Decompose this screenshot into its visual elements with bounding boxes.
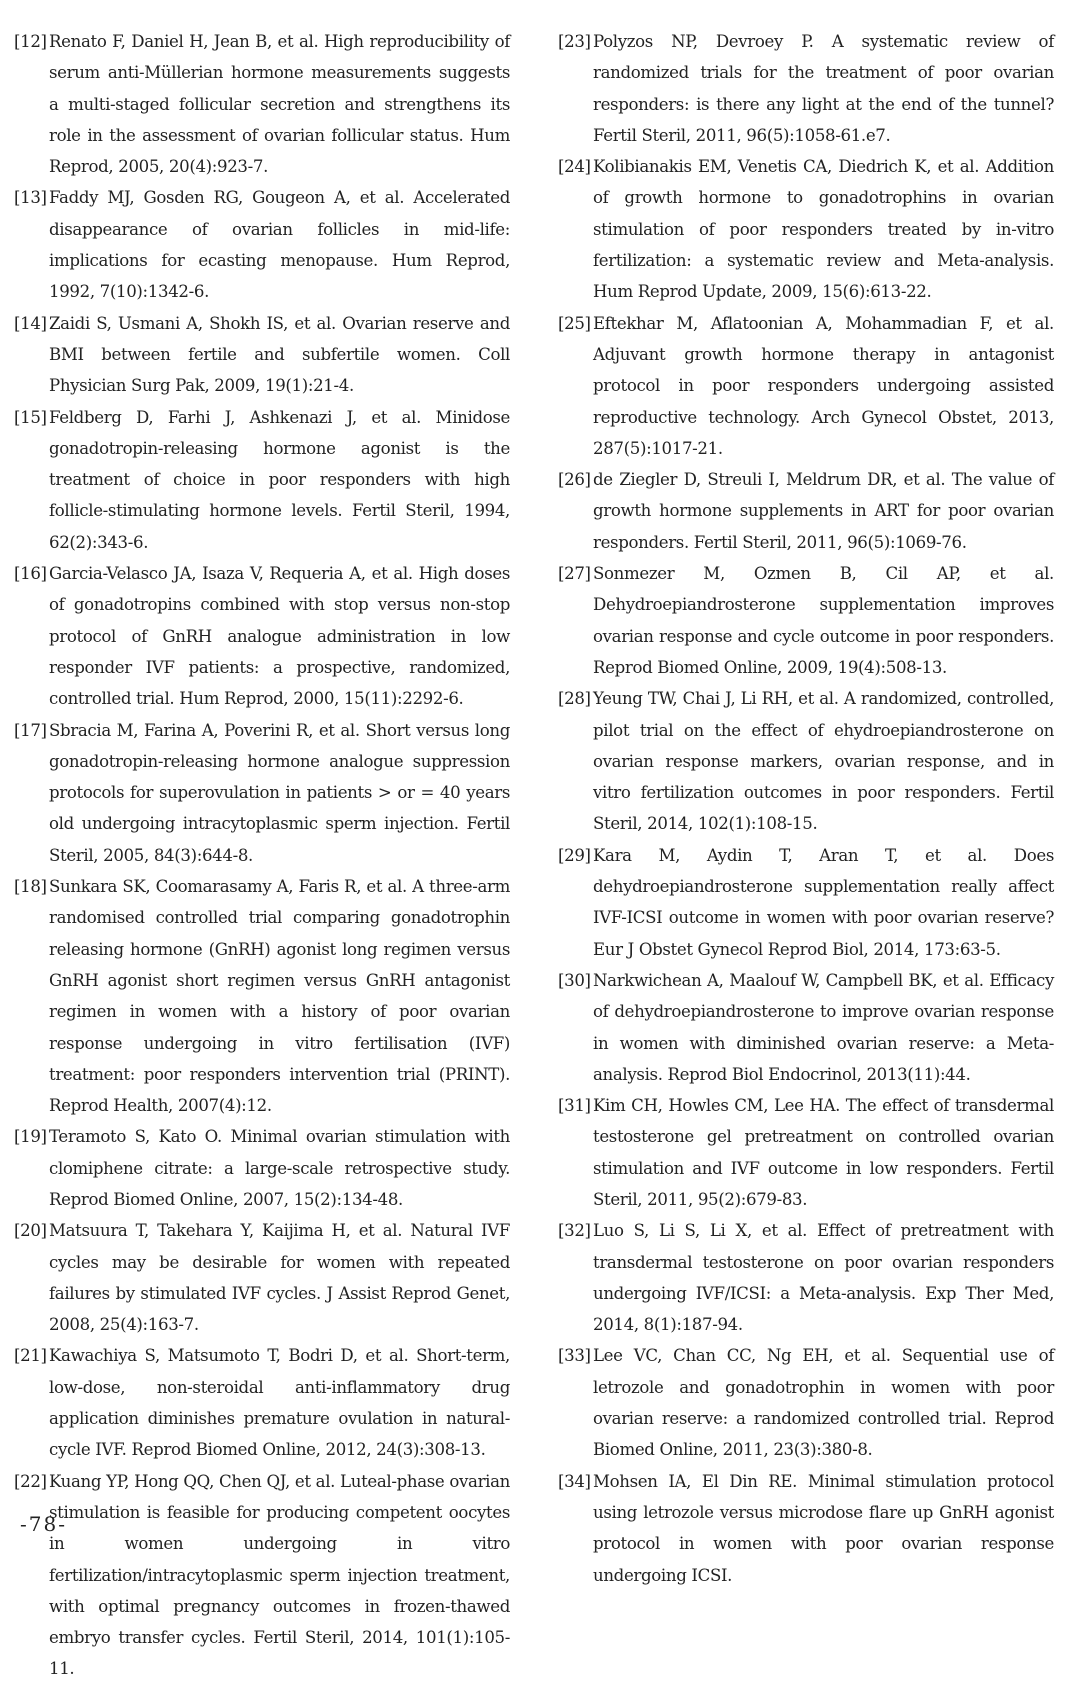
reference-item [558, 151, 1054, 307]
reference-number: [15] [14, 407, 47, 427]
page-number: -78- [20, 1512, 67, 1536]
reference-column-right [558, 26, 1054, 1591]
reference-text: Lee VC, Chan CC, Ng EH, et al. Sequential use of letrozole and gonadotrophin in women with poor ovarian reserve: a randomized controlled trial. Reprod Biomed Online, 2011, 23(3):380-8. [593, 1346, 1054, 1460]
reference-text: Zaidi S, Usmani A, Shokh IS, et al. Ovarian reserve and BMI between fertile and subfertile women. Coll Physician Surg Pak, 2009, 19(1):21-4. [49, 313, 510, 396]
reference-text: Teramoto S, Kato O. Minimal ovarian stimulation with clomiphene citrate: a large-scale retrospective study. Reprod Biomed Online, 2007, 15(2):134-48. [49, 1127, 510, 1209]
reference-number: [24] [558, 157, 591, 177]
reference-text: Sbracia M, Farina A, Poverini R, et al. Short versus long gonadotropin-releasing hormone analogue suppression protocols for superovulation in patients > or = 40 years old undergoing intracytoplasmic sperm injection. Fertil Steril, 2005, 84(3):644-8. [49, 720, 510, 865]
reference-column-left [14, 26, 510, 1685]
reference-item [14, 715, 510, 871]
reference-item [558, 1340, 1054, 1465]
reference-item [558, 464, 1054, 558]
reference-number: [12] [14, 32, 47, 51]
reference-item [14, 1466, 510, 1685]
reference-text: Sunkara SK, Coomarasamy A, Faris R, et al. A three-arm randomised controlled trial comparing gonadotrophin releasing hormone (GnRH) agonist long regimen versus GnRH agonist short regimen versus GnRH antagonist regimen in women with a history of poor ovarian response undergoing in vitro fertilisation (IVF) treatment: poor responders intervention trial (PRINT). Reprod Health, 2007(4):12. [49, 877, 510, 1116]
reference-number: [17] [14, 720, 47, 740]
reference-item [558, 1215, 1054, 1340]
reference-number: [30] [558, 970, 591, 990]
reference-item [558, 26, 1054, 151]
reference-number: [31] [558, 1096, 591, 1116]
reference-number: [27] [558, 564, 591, 584]
reference-text: Polyzos NP, Devroey P. A systematic review of randomized trials for the treatment of poor ovarian responders: is there any light at the end of the tunnel? Fertil Steril, 2011, 96(5):1058-61.e7. [593, 32, 1054, 145]
reference-number: [26] [558, 470, 591, 490]
reference-text: de Ziegler D, Streuli I, Meldrum DR, et al. The value of growth hormone supplements in ART for poor ovarian responders. Fertil Steril, 2011, 96(5):1069-76. [593, 470, 1054, 552]
reference-number: [13] [14, 188, 47, 208]
reference-number: [19] [14, 1127, 47, 1147]
reference-item [558, 840, 1054, 965]
reference-number: [21] [14, 1346, 47, 1366]
reference-item [14, 26, 510, 182]
reference-item [558, 558, 1054, 683]
reference-text: Kuang YP, Hong QQ, Chen QJ, et al. Luteal-phase ovarian stimulation is feasible for producing competent oocytes in women undergoing in vitro fertilization/intracytoplasmic sperm injection treatment, with optimal pregnancy outcomes in frozen-thawed embryo transfer cycles. Fertil Steril, 2014, 101(1):105-11. [49, 1471, 510, 1679]
reference-text: Garcia-Velasco JA, Isaza V, Requeria A, et al. High doses of gonadotropins combined with stop versus non-stop protocol of GnRH analogue administration in low responder IVF patients: a prospective, randomized, controlled trial. Hum Reprod, 2000, 15(11):2292-6. [49, 564, 510, 709]
reference-item [14, 402, 510, 558]
reference-item [558, 1090, 1054, 1215]
reference-item [558, 1466, 1054, 1591]
reference-item [14, 308, 510, 402]
reference-number: [22] [14, 1471, 47, 1491]
reference-number: [14] [14, 313, 47, 333]
reference-text: Narkwichean A, Maalouf W, Campbell BK, et al. Efficacy of dehydroepiandrosterone to improve ovarian response in women with diminished ovarian reserve: a Meta-analysis. Reprod Biol Endocrinol, 2013(11):44. [593, 970, 1054, 1084]
reference-text: Matsuura T, Takehara Y, Kaijima H, et al. Natural IVF cycles may be desirable for women with repeated failures by stimulated IVF cycles. J Assist Reprod Genet, 2008, 25(4):163-7. [49, 1221, 510, 1335]
reference-number: [29] [558, 845, 591, 865]
reference-item [14, 1340, 510, 1465]
reference-item [14, 1215, 510, 1340]
reference-number: [34] [558, 1471, 591, 1491]
reference-text: Sonmezer M, Ozmen B, Cil AP, et al. Dehydroepiandrosterone supplementation improves ovarian response and cycle outcome in poor responders. Reprod Biomed Online, 2009, 19(4):508-13. [593, 564, 1054, 677]
reference-number: [18] [14, 877, 47, 897]
reference-item [558, 965, 1054, 1090]
reference-text: Kolibianakis EM, Venetis CA, Diedrich K, et al. Addition of growth hormone to gonadotrophins in ovarian stimulation of poor responders treated by in-vitro fertilization: a systematic review and Meta-analysis. Hum Reprod Update, 2009, 15(6):613-22. [593, 157, 1054, 302]
reference-number: [33] [558, 1346, 591, 1366]
reference-item [14, 871, 510, 1121]
reference-text: Luo S, Li S, Li X, et al. Effect of pretreatment with transdermal testosterone on poor ovarian responders undergoing IVF/ICSI: a Meta-analysis. Exp Ther Med, 2014, 8(1):187-94. [593, 1221, 1054, 1335]
reference-text: Kawachiya S, Matsumoto T, Bodri D, et al. Short-term, low-dose, non-steroidal anti-inflammatory drug application diminishes premature ovulation in natural-cycle IVF. Reprod Biomed Online, 2012, 24(3):308-13. [49, 1346, 510, 1460]
reference-text: Kim CH, Howles CM, Lee HA. The effect of transdermal testosterone gel pretreatment on controlled ovarian stimulation and IVF outcome in low responders. Fertil Steril, 2011, 95(2):679-83. [593, 1096, 1054, 1209]
reference-text: Feldberg D, Farhi J, Ashkenazi J, et al. Minidose gonadotropin-releasing hormone agonist is the treatment of choice in poor responders with high follicle-stimulating hormone levels. Fertil Steril, 1994, 62(2):343-6. [49, 407, 510, 552]
reference-number: [23] [558, 32, 591, 51]
reference-item [558, 683, 1054, 839]
reference-text: Renato F, Daniel H, Jean B, et al. High reproducibility of serum anti-Müllerian hormone measurements suggests a multi-staged follicular secretion and strengthens its role in the assessment of ovarian follicular status. Hum Reprod, 2005, 20(4):923-7. [49, 32, 510, 177]
reference-number: [20] [14, 1221, 47, 1241]
reference-item [558, 308, 1054, 464]
reference-number: [25] [558, 313, 591, 333]
reference-text: Yeung TW, Chai J, Li RH, et al. A randomized, controlled, pilot trial on the effect of ehydroepiandrosterone on ovarian response markers, ovarian response, and in vitro fertilization outcomes in poor responders. Fertil Steril, 2014, 102(1):108-15. [593, 689, 1054, 834]
reference-text: Faddy MJ, Gosden RG, Gougeon A, et al. Accelerated disappearance of ovarian follicles in mid-life: implications for ecasting menopause. Hum Reprod, 1992, 7(10):1342-6. [49, 188, 510, 302]
reference-number: [32] [558, 1221, 591, 1241]
reference-text: Kara M, Aydin T, Aran T, et al. Does dehydroepiandrosterone supplementation really affect IVF-ICSI outcome in women with poor ovarian reserve? Eur J Obstet Gynecol Reprod Biol, 2014, 173:63-5. [593, 845, 1054, 959]
reference-text: Mohsen IA, El Din RE. Minimal stimulation protocol using letrozole versus microdose flare up GnRH agonist protocol in women with poor ovarian response undergoing ICSI. [593, 1471, 1054, 1585]
reference-text: Eftekhar M, Aflatoonian A, Mohammadian F, et al. Adjuvant growth hormone therapy in antagonist protocol in poor responders undergoing assisted reproductive technology. Arch Gynecol Obstet, 2013, 287(5):1017-21. [593, 313, 1054, 458]
reference-item [14, 558, 510, 714]
reference-number: [16] [14, 564, 47, 584]
reference-number: [28] [558, 689, 591, 709]
reference-item [14, 1121, 510, 1215]
reference-item [14, 182, 510, 307]
